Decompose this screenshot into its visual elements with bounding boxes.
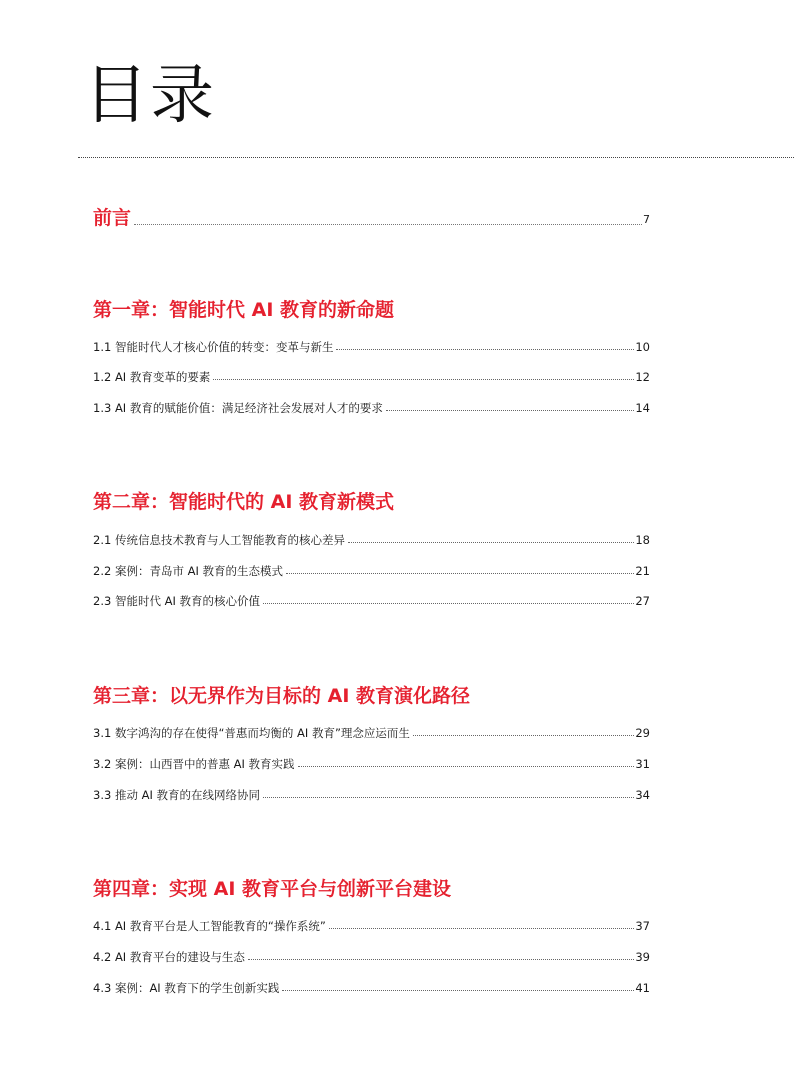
chapter-1-heading[interactable]: 第一章：智能时代 AI 教育的新命题 <box>93 299 395 321</box>
toc-entry-page: 10 <box>635 340 650 354</box>
dot-leader <box>263 603 634 604</box>
toc-entry-label: 4.3 案例：AI 教育下的学生创新实践 <box>93 981 280 995</box>
toc-entry[interactable] <box>93 563 650 579</box>
dot-leader <box>213 379 634 380</box>
toc-entry-page: 12 <box>635 370 650 384</box>
toc-entry[interactable] <box>93 532 650 548</box>
toc-entry[interactable] <box>93 949 650 965</box>
dot-leader <box>298 766 635 767</box>
toc-entry-page: 21 <box>635 564 650 578</box>
toc-entry-label: 4.2 AI 教育平台的建设与生态 <box>93 950 245 964</box>
toc-entry[interactable] <box>93 787 650 803</box>
toc-preface-page: 7 <box>643 213 650 226</box>
toc-preface-label: 前言 <box>93 207 132 229</box>
toc-entry-page: 31 <box>635 757 650 771</box>
chapter-2-heading[interactable]: 第二章：智能时代的 AI 教育新模式 <box>93 491 395 513</box>
toc-entry[interactable] <box>93 980 650 996</box>
toc-preface-row[interactable] <box>93 205 650 231</box>
title-divider <box>78 157 794 158</box>
dot-leader <box>282 990 634 991</box>
toc-entry-label: 3.2 案例：山西晋中的普惠 AI 教育实践 <box>93 757 295 771</box>
toc-entry-page: 27 <box>635 594 650 608</box>
toc-entry[interactable] <box>93 593 650 609</box>
toc-entry-label: 3.1 数字鸿沟的存在使得“普惠而均衡的 AI 教育”理念应运而生 <box>93 726 410 740</box>
toc-entry-label: 2.2 案例：青岛市 AI 教育的生态模式 <box>93 564 284 578</box>
dot-leader <box>348 542 634 543</box>
page-title: 目录 <box>84 59 216 133</box>
chapter-3-heading[interactable]: 第三章：以无界作为目标的 AI 教育演化路径 <box>93 685 471 707</box>
toc-entry-label: 1.2 AI 教育变革的要素 <box>93 370 211 384</box>
toc-entry-label: 2.1 传统信息技术教育与人工智能教育的核心差异 <box>93 533 345 547</box>
toc-entry-page: 14 <box>635 401 650 415</box>
toc-entry-page: 37 <box>635 919 650 933</box>
toc-entry[interactable] <box>93 756 650 772</box>
dot-leader <box>329 928 635 929</box>
toc-entry-page: 29 <box>635 726 650 740</box>
toc-entry[interactable] <box>93 918 650 934</box>
dot-leader <box>386 410 635 411</box>
dot-leader <box>336 349 634 350</box>
toc-entry[interactable] <box>93 369 650 385</box>
toc-entry-label: 4.1 AI 教育平台是人工智能教育的“操作系统” <box>93 919 326 933</box>
toc-entry[interactable] <box>93 400 650 416</box>
chapter-4-heading[interactable]: 第四章：实现 AI 教育平台与创新平台建设 <box>93 878 452 900</box>
toc-entry[interactable] <box>93 725 650 741</box>
toc-entry-label: 2.3 智能时代 AI 教育的核心价值 <box>93 594 261 608</box>
toc-entry-page: 18 <box>635 533 650 547</box>
toc-entry-label: 3.3 推动 AI 教育的在线网络协同 <box>93 788 261 802</box>
dot-leader <box>248 959 635 960</box>
dot-leader <box>286 573 634 574</box>
toc-entry[interactable] <box>93 339 650 355</box>
dot-leader <box>134 224 642 225</box>
toc-entry-page: 34 <box>635 788 650 802</box>
toc-entry-page: 41 <box>635 981 650 995</box>
dot-leader <box>263 797 634 798</box>
dot-leader <box>413 735 634 736</box>
toc-entry-label: 1.1 智能时代人才核心价值的转变：变革与新生 <box>93 340 334 354</box>
toc-entry-page: 39 <box>635 950 650 964</box>
toc-entry-label: 1.3 AI 教育的赋能价值：满足经济社会发展对人才的要求 <box>93 401 383 415</box>
